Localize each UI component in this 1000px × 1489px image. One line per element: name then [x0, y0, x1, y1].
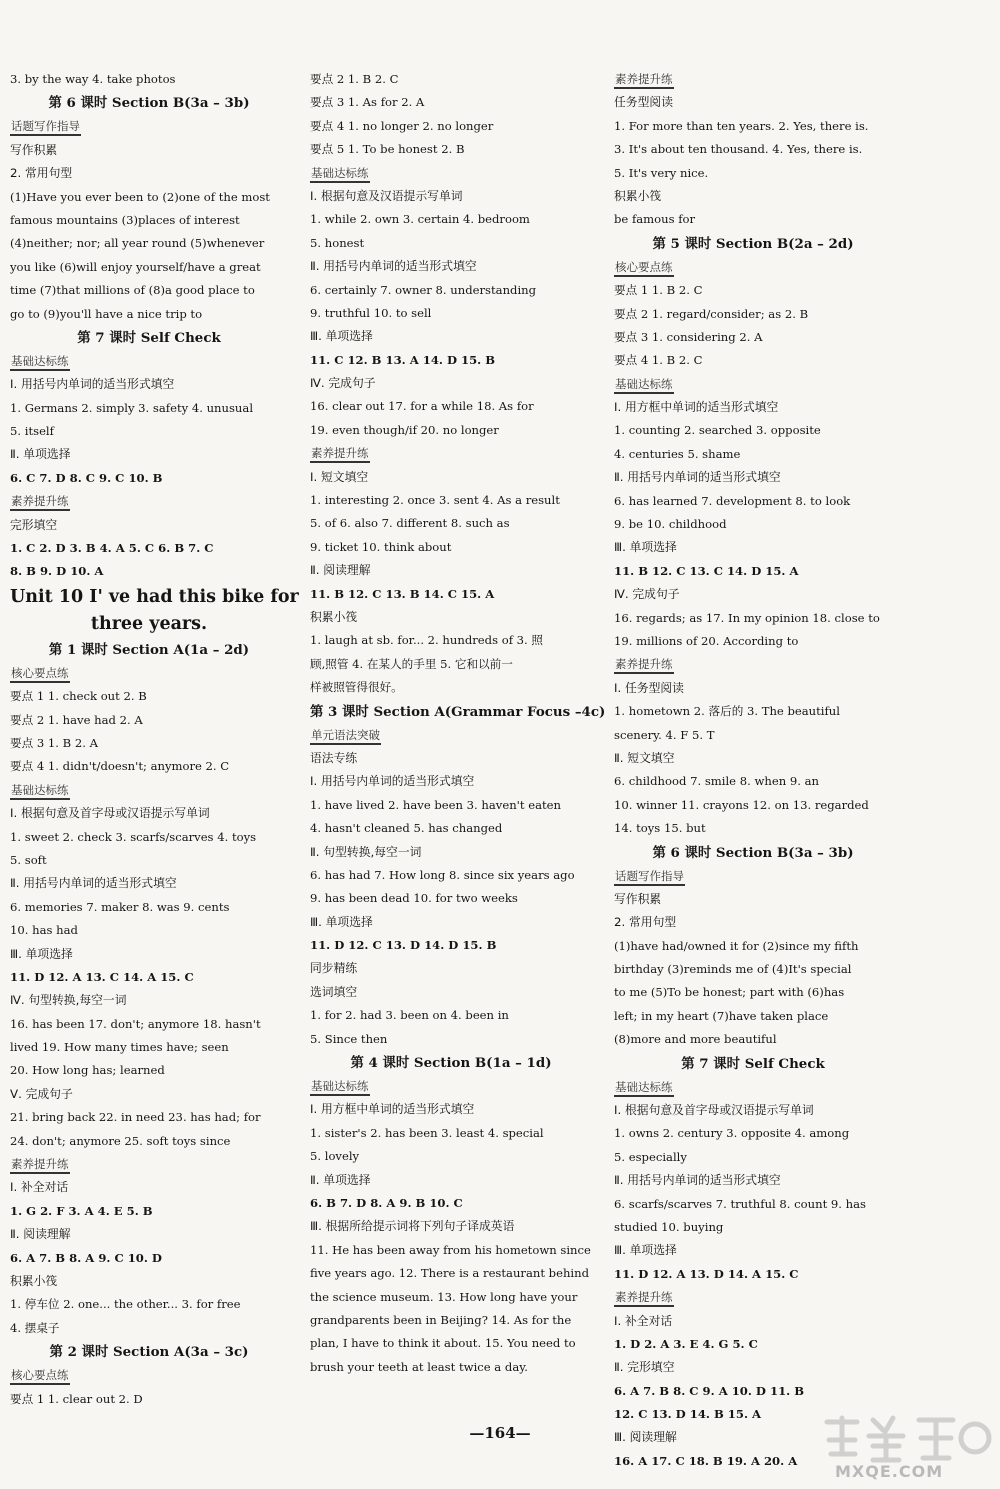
answer-line: 1. while 2. own 3. certain 4. bedroom	[310, 212, 530, 227]
answer-line: the science museum. 13. How long have your	[310, 1289, 578, 1304]
answer-line: 要点 3 1. considering 2. A	[614, 329, 763, 344]
exercise-heading: Ⅰ. 补全对话	[614, 1313, 673, 1328]
section-tag	[10, 115, 288, 138]
section-tag	[310, 162, 592, 185]
answer-line: 要点 3 1. As for 2. A	[310, 95, 425, 110]
answer-line: 6. A 7. B 8. C 9. A 10. D 11. B	[614, 1383, 805, 1398]
answer-line: 11. D 12. A 13. C 14. A 15. C	[10, 969, 194, 984]
column-left	[10, 68, 299, 1411]
section-tag-label: 基础达标练	[310, 166, 370, 183]
section-tag	[614, 256, 892, 279]
answer-line: 1. counting 2. searched 3. opposite	[614, 423, 821, 438]
exercise-heading: Ⅱ. 完形填空	[614, 1360, 675, 1375]
answer-line: 要点 4 1. no longer 2. no longer	[310, 118, 494, 133]
exercise-heading: Ⅱ. 单项选择	[10, 447, 71, 462]
section-tag-label: 素养提升练	[310, 446, 370, 463]
lesson-heading: 第 4 课时 Section B(1a – 1d)	[350, 1055, 552, 1072]
answer-line: 要点 4 1. didn't/doesn't; anymore 2. C	[10, 759, 230, 774]
section-tag-label: 核心要点练	[10, 666, 70, 683]
section-tag-label: 基础达标练	[614, 377, 674, 394]
exercise-heading: Ⅱ. 阅读理解	[310, 563, 371, 578]
answer-line: (1)Have you ever been to (2)one of the most	[10, 189, 270, 204]
exercise-heading: Ⅱ. 用括号内单词的适当形式填空	[614, 470, 781, 485]
exercise-heading: Ⅱ. 单项选择	[310, 1172, 371, 1187]
answer-line: 5. lovely	[310, 1149, 360, 1164]
answer-line: 1. G 2. F 3. A 4. E 5. B	[10, 1203, 153, 1218]
section-tag	[614, 1286, 892, 1309]
answer-line: 19. millions of 20. According to	[614, 633, 799, 648]
answer-line: 10. winner 11. crayons 12. on 13. regarded	[614, 797, 869, 812]
section-tag	[310, 724, 592, 747]
answer-line: 1. for 2. had 3. been on 4. been in	[310, 1008, 509, 1023]
section-tag	[10, 1364, 288, 1387]
answer-line: 20. How long has; learned	[10, 1063, 165, 1078]
answer-line: 5. of 6. also 7. different 8. such as	[310, 516, 510, 531]
exercise-heading: 同步精练	[310, 961, 358, 976]
answer-line: 1. laugh at sb. for... 2. hundreds of 3. 照	[310, 633, 544, 648]
answer-line: 16. A 17. C 18. B 19. A 20. A	[614, 1453, 798, 1468]
exercise-heading: 2. 常用句型	[614, 915, 677, 930]
answer-line: 16. has been 17. don't; anymore 18. hasn't	[10, 1016, 261, 1031]
answer-line: 24. don't; anymore 25. soft toys since	[10, 1133, 231, 1148]
lesson-heading: 第 1 课时 Section A(1a – 2d)	[48, 641, 250, 658]
section-tag-label: 素养提升练	[614, 72, 674, 89]
exercise-heading: 积累小筏	[614, 188, 662, 203]
answer-line: 5. soft	[10, 852, 47, 867]
column-right	[614, 68, 892, 1473]
answer-line: 5. itself	[10, 424, 54, 439]
answer-line: 1. Germans 2. simply 3. safety 4. unusual	[10, 400, 254, 415]
exercise-heading: 语法专练	[310, 750, 358, 765]
answer-line: 1. hometown 2. 落后的 3. The beautiful	[614, 704, 840, 719]
answer-line: five years ago. 12. There is a restaurant behind	[310, 1266, 590, 1281]
answer-line: 6. memories 7. maker 8. was 9. cents	[10, 899, 230, 914]
exercise-heading: Ⅰ. 用方框中单词的适当形式填空	[310, 1102, 475, 1117]
exercise-heading: 任务型阅读	[614, 95, 673, 110]
exercise-heading: Ⅰ. 根据句意及首字母或汉语提示写单词	[10, 806, 210, 821]
section-tag	[614, 68, 892, 91]
page-number: —164—	[469, 1424, 531, 1442]
exercise-heading: Ⅲ. 阅读理解	[614, 1430, 677, 1445]
exercise-heading: Ⅲ. 单项选择	[310, 329, 373, 344]
section-tag	[614, 1076, 892, 1099]
answer-line: 11. B 12. C 13. C 14. D 15. A	[614, 563, 799, 578]
answer-line: 要点 2 1. have had 2. A	[10, 712, 143, 727]
unit-title: three years.	[90, 613, 208, 634]
answer-line: 顾,照管 4. 在某人的手里 5. 它和以前一	[310, 656, 513, 671]
section-tag-label: 基础达标练	[614, 1080, 674, 1097]
exercise-heading: Ⅲ. 单项选择	[614, 540, 677, 555]
lesson-heading: 第 6 课时 Section B(3a – 3b)	[652, 844, 854, 861]
exercise-heading: Ⅴ. 完成句子	[10, 1086, 73, 1101]
answer-line: be famous for	[614, 212, 696, 227]
answer-line: 8. B 9. D 10. A	[10, 564, 104, 579]
answer-line: 12. C 13. D 14. B 15. A	[614, 1407, 762, 1422]
answer-line: 6. has had 7. How long 8. since six years ago	[310, 867, 575, 882]
answer-line: to me (5)To be honest; part with (6)has	[614, 985, 845, 1000]
answer-line: 要点 1 1. B 2. C	[614, 283, 703, 298]
answer-line: 1. D 2. A 3. E 4. G 5. C	[614, 1336, 758, 1351]
section-tag-label: 基础达标练	[10, 783, 70, 800]
section-tag	[10, 490, 288, 513]
lesson-heading: 第 5 课时 Section B(2a – 2d)	[652, 235, 854, 252]
exercise-heading: Ⅱ. 用括号内单词的适当形式填空	[310, 259, 477, 274]
answer-line: 要点 1 1. check out 2. B	[10, 689, 147, 704]
answer-line: 6. scarfs/scarves 7. truthful 8. count 9. has	[614, 1196, 866, 1211]
section-tag-label: 核心要点练	[614, 260, 674, 277]
answer-line: 11. B 12. C 13. B 14. C 15. A	[310, 586, 495, 601]
exercise-heading: 写作积累	[614, 891, 662, 906]
exercise-heading: 积累小筏	[10, 1273, 58, 1288]
exercise-heading: Ⅳ. 完成句子	[614, 587, 680, 602]
answer-line: 4. centuries 5. shame	[614, 446, 741, 461]
section-tag	[10, 779, 288, 802]
answer-line: 要点 3 1. B 2. A	[10, 735, 99, 750]
exercise-heading: 写作积累	[10, 142, 58, 157]
answer-line: 4. 摆桌子	[10, 1320, 60, 1335]
answer-line: 16. clear out 17. for a while 18. As for	[310, 399, 534, 414]
answer-line: 14. toys 15. but	[614, 821, 706, 836]
answer-line: 11. C 12. B 13. A 14. D 15. B	[310, 352, 496, 367]
answer-line: grandparents been in Beijing? 14. As for the	[310, 1312, 572, 1327]
answer-line: time (7)that millions of (8)a good place to	[10, 283, 255, 298]
exercise-heading: Ⅲ. 单项选择	[614, 1243, 677, 1258]
section-tag	[10, 662, 288, 685]
answer-line: 21. bring back 22. in need 23. has had; for	[10, 1110, 261, 1125]
section-tag-label: 素养提升练	[614, 657, 674, 674]
answer-line: 6. certainly 7. owner 8. understanding	[310, 282, 537, 297]
answer-line: 9. ticket 10. think about	[310, 539, 452, 554]
exercise-heading: Ⅰ. 短文填空	[310, 469, 369, 484]
answer-line: 1. have lived 2. have been 3. haven't eaten	[310, 797, 561, 812]
exercise-heading: 积累小筏	[310, 609, 358, 624]
column-middle	[310, 68, 606, 1379]
exercise-heading: Ⅱ. 短文填空	[614, 750, 675, 765]
answer-line: 1. For more than ten years. 2. Yes, there is.	[614, 118, 869, 133]
answer-line: 11. D 12. A 13. D 14. A 15. C	[614, 1266, 799, 1281]
answer-line: 6. B 7. D 8. A 9. B 10. C	[310, 1195, 463, 1210]
exercise-heading: Ⅰ. 用括号内单词的适当形式填空	[310, 774, 475, 789]
exercise-heading: Ⅰ. 补全对话	[10, 1180, 69, 1195]
section-tag-label: 话题写作指导	[10, 119, 81, 136]
lesson-heading: 第 2 课时 Section A(3a – 3c)	[49, 1344, 249, 1361]
section-tag-label: 素养提升练	[10, 494, 70, 511]
answer-line: 9. truthful 10. to sell	[310, 305, 432, 320]
section-tag	[310, 1075, 592, 1098]
answer-line: 1. sister's 2. has been 3. least 4. special	[310, 1125, 544, 1140]
exercise-heading: Ⅰ. 任务型阅读	[614, 680, 684, 695]
answer-line: 6. has learned 7. development 8. to look	[614, 493, 851, 508]
answer-line: 样被照管得很好。	[310, 680, 403, 695]
section-tag-label: 基础达标练	[310, 1079, 370, 1096]
answer-line: (8)more and more beautiful	[614, 1032, 777, 1047]
answer-line: 5. especially	[614, 1149, 687, 1164]
exercise-heading: Ⅰ. 根据句意及首字母或汉语提示写单词	[614, 1103, 814, 1118]
answer-line: 要点 2 1. B 2. C	[310, 72, 399, 86]
answer-line: left; in my heart (7)have taken place	[614, 1008, 829, 1023]
answer-line: birthday (3)reminds me of (4)It's special	[614, 962, 852, 977]
answer-line: plan, I have to think it about. 15. You need to	[310, 1336, 576, 1351]
exercise-heading: Ⅰ. 用括号内单词的适当形式填空	[10, 377, 175, 392]
exercise-heading: Ⅲ. 根据所给提示词将下列句子译成英语	[310, 1219, 515, 1234]
answer-line: 1. sweet 2. check 3. scarfs/scarves 4. toys	[10, 829, 257, 844]
answer-line: 1. owns 2. century 3. opposite 4. among	[614, 1126, 850, 1141]
answer-line: 4. hasn't cleaned 5. has changed	[310, 821, 503, 836]
answer-line: 3. by the way 4. take photos	[10, 72, 176, 86]
exercise-heading: Ⅱ. 句型转换,每空一词	[310, 844, 422, 859]
answer-line: 5. Since then	[310, 1031, 388, 1046]
exercise-heading: 2. 常用句型	[10, 166, 73, 181]
answer-line: brush your teeth at least twice a day.	[310, 1359, 528, 1374]
watermark-text: MXQE.COM	[835, 1462, 944, 1481]
answer-line: 1. C 2. D 3. B 4. A 5. C 6. B 7. C	[10, 541, 214, 556]
answer-line: famous mountains (3)places of interest	[10, 212, 240, 227]
section-tag-label: 基础达标练	[10, 354, 70, 371]
answer-line: (4)neither; nor; all year round (5)whenever	[10, 236, 265, 251]
answer-line: lived 19. How many times have; seen	[10, 1040, 229, 1055]
lesson-heading: 第 7 课时 Self Check	[77, 329, 221, 346]
section-tag	[614, 865, 892, 888]
answer-line: 9. be 10. childhood	[614, 517, 727, 532]
lesson-heading: 第 6 课时 Section B(3a – 3b)	[48, 95, 250, 112]
exercise-heading: 选词填空	[310, 984, 358, 999]
exercise-heading: Ⅲ. 单项选择	[310, 914, 373, 929]
exercise-heading: Ⅱ. 用括号内单词的适当形式填空	[10, 876, 177, 891]
section-tag	[10, 350, 288, 373]
answer-line: 11. D 12. C 13. D 14. D 15. B	[310, 938, 497, 953]
answer-line: 10. has had	[10, 923, 78, 938]
exercise-heading: 完形填空	[10, 517, 58, 532]
section-tag	[614, 373, 892, 396]
answer-line: 1. interesting 2. once 3. sent 4. As a result	[310, 493, 560, 508]
exercise-heading: Ⅱ. 阅读理解	[10, 1227, 71, 1242]
lesson-heading: 第 3 课时 Section A(Grammar Focus –4c)	[310, 703, 606, 720]
exercise-heading: Ⅰ. 根据句意及汉语提示写单词	[310, 188, 463, 203]
answer-line: 要点 1 1. clear out 2. D	[10, 1391, 143, 1406]
answer-line: 要点 5 1. To be honest 2. B	[310, 142, 465, 157]
answer-line: (1)have had/owned it for (2)since my fifth	[614, 938, 859, 953]
answer-line: 5. It's very nice.	[614, 165, 709, 180]
section-tag-label: 核心要点练	[10, 1368, 70, 1385]
answer-line: 11. He has been away from his hometown since	[310, 1242, 591, 1257]
answer-line: 6. A 7. B 8. A 9. C 10. D	[10, 1250, 162, 1265]
answer-line: 5. honest	[310, 235, 365, 250]
section-tag	[10, 1153, 288, 1176]
answer-line: 19. even though/if 20. no longer	[310, 422, 499, 437]
unit-title: Unit 10 I' ve had this bike for	[10, 586, 299, 607]
section-tag-label: 单元语法突破	[310, 728, 381, 745]
exercise-heading: Ⅳ. 完成句子	[310, 376, 376, 391]
answer-line: 9. has been dead 10. for two weeks	[310, 891, 518, 906]
exercise-heading: Ⅱ. 用括号内单词的适当形式填空	[614, 1173, 781, 1188]
answer-line: 6. C 7. D 8. C 9. C 10. B	[10, 470, 163, 485]
exercise-heading: Ⅳ. 句型转换,每空一词	[10, 993, 127, 1008]
answer-line: 要点 4 1. B 2. C	[614, 353, 703, 368]
section-tag	[310, 442, 592, 465]
section-tag-label: 话题写作指导	[614, 869, 685, 886]
exercise-heading: Ⅲ. 单项选择	[10, 946, 73, 961]
answer-line: you like (6)will enjoy yourself/have a great	[10, 259, 261, 274]
section-tag-label: 素养提升练	[10, 1157, 70, 1174]
answer-line: go to (9)you'll have a nice trip to	[10, 306, 203, 321]
exercise-heading: Ⅰ. 用方框中单词的适当形式填空	[614, 400, 779, 415]
answer-line: 1. 停车位 2. one... the other... 3. for free	[10, 1297, 241, 1312]
answer-line: scenery. 4. F 5. T	[614, 727, 715, 742]
answer-line: 16. regards; as 17. In my opinion 18. close to	[614, 610, 880, 625]
answer-line: studied 10. buying	[614, 1219, 724, 1234]
lesson-heading: 第 7 课时 Self Check	[681, 1055, 825, 1072]
answer-line: 6. childhood 7. smile 8. when 9. an	[614, 774, 820, 789]
section-tag-label: 素养提升练	[614, 1290, 674, 1307]
answer-line: 3. It's about ten thousand. 4. Yes, there is.	[614, 142, 863, 157]
answer-line: 要点 2 1. regard/consider; as 2. B	[614, 306, 809, 321]
section-tag	[614, 653, 892, 676]
